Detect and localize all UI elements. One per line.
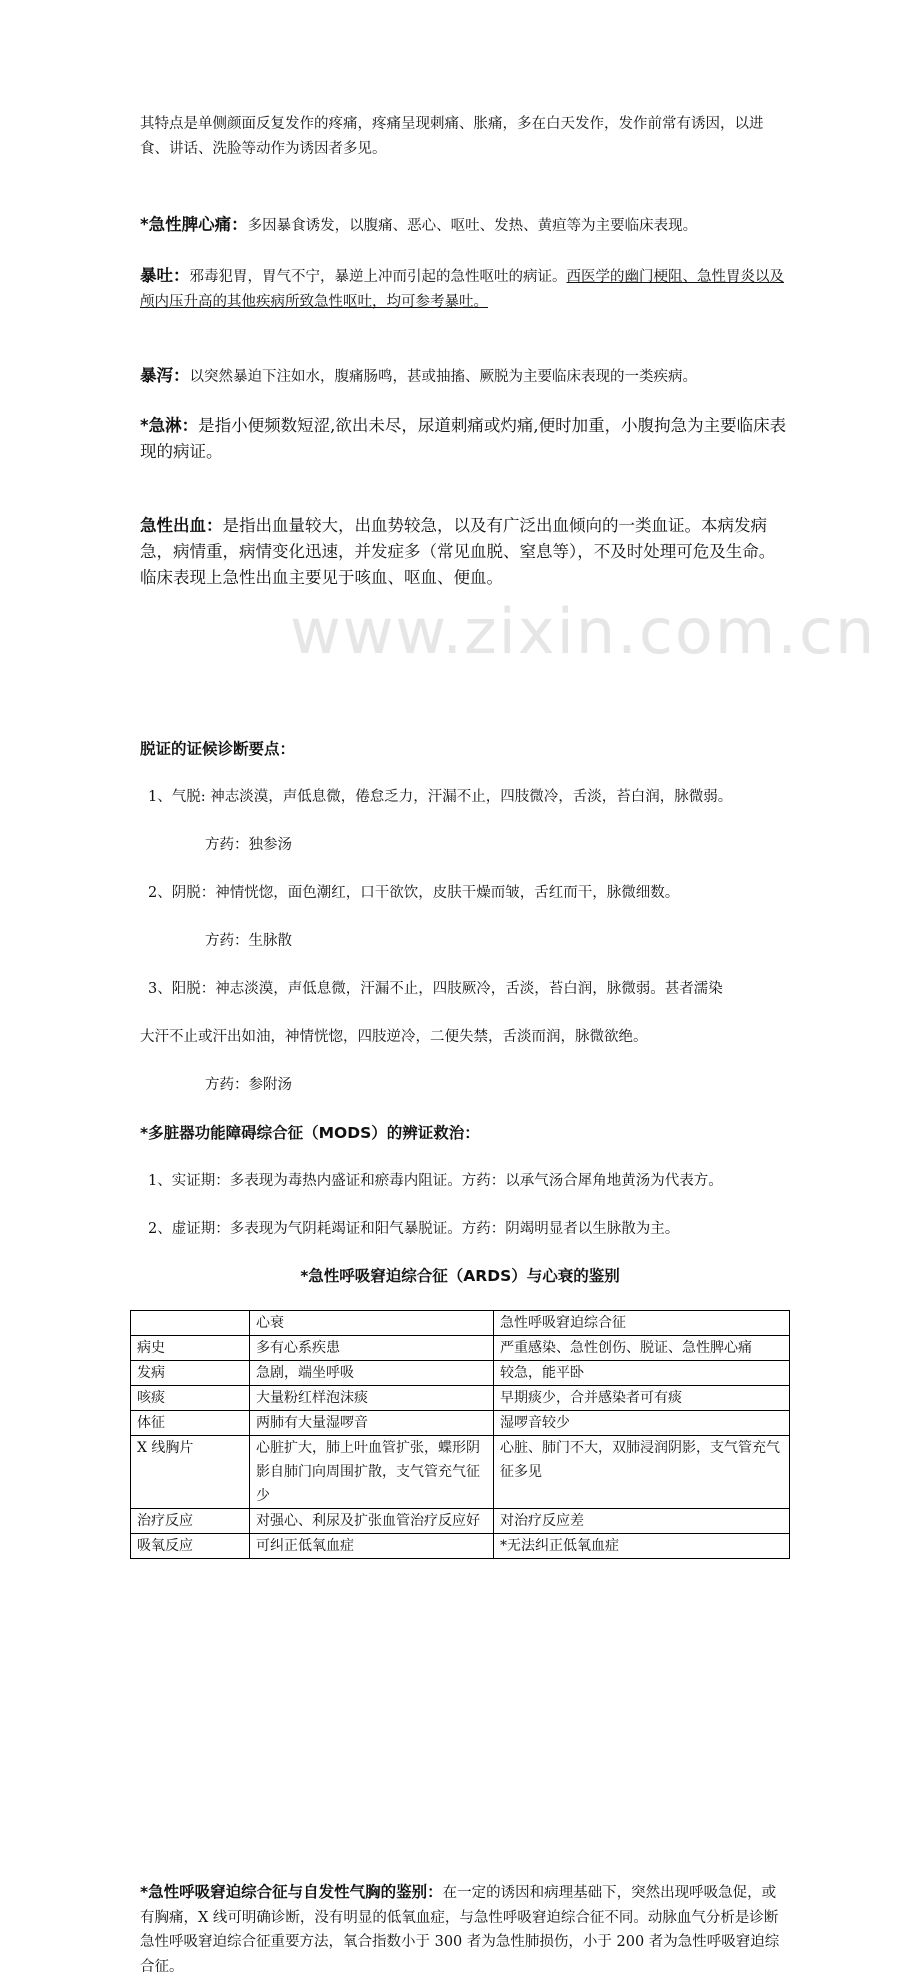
piaxin-term: *急性脾心痛：: [140, 215, 248, 234]
qixiong-paragraph: [140, 1880, 790, 1979]
mods-shi: 1、实证期：多表现为毒热内盛证和瘀毒内阻证。方药：以承气汤合犀角地黄汤为代表方。: [148, 1173, 723, 1189]
table-cell: 咳痰: [131, 1386, 250, 1411]
tuozheng-yang-line1: 3、阳脱：神志淡漠，声低息微，汗漏不止，四肢厥冷，舌淡，苔白润，脉微弱。甚者濡染: [148, 981, 723, 997]
tuozheng-yin-fang: 方药：生脉散: [205, 933, 292, 949]
qixiong-desc: 在一定的诱因和病理基础下，突然出现呼吸急促，或有胸痛，X 线可明确诊断，没有明显的低氧血症，与急性呼吸窘迫综合征不同。动脉血气分析是诊断急性呼吸窘迫综合征重要方法，氧合指数小于 300 者为急性肺损伤，小于 200 者为急性呼吸窘迫综合征。: [140, 1885, 780, 1975]
table-title: *急性呼吸窘迫综合征（ARDS）与心衰的鉴别: [300, 1267, 620, 1285]
table-cell: 较急，能平卧: [494, 1361, 790, 1386]
baotu-desc: 邪毒犯胃，胃气不宁，暴逆上冲而引起的急性呕吐的病证。: [189, 269, 567, 285]
baoxie-paragraph: [140, 363, 790, 390]
tuozheng-yang-fang: 方药：参附汤: [205, 1077, 292, 1093]
table-cell: 多有心系疾患: [250, 1336, 494, 1361]
jilin-paragraph: [140, 413, 790, 465]
tuozheng-yang-line2: 大汗不止或汗出如油，神情恍惚，四肢逆冷，二便失禁，舌淡而润，脉微欲绝。: [140, 1029, 648, 1045]
table-row: [131, 1509, 790, 1534]
jilin-term: *急淋：: [140, 416, 199, 435]
table-cell: 湿啰音较少: [494, 1411, 790, 1436]
chuxue-desc: 是指出血量较大，出血势较急，以及有广泛出血倾向的一类血证。本病发病急，病情重，病情变化迅速，并发症多（常见血脱、窒息等），不及时处理可危及生命。临床表现上急性出血主要见于咳血、呕血、便血。: [140, 516, 776, 587]
table-cell: 发病: [131, 1361, 250, 1386]
piaxin-desc: 多因暴食诱发，以腹痛、恶心、呕吐、发热、黄疸等为主要临床表现。: [247, 218, 698, 234]
jilin-desc: 是指小便频数短涩,欲出未尽，尿道刺痛或灼痛,便时加重，小腹拘急为主要临床表现的病证。: [140, 416, 787, 461]
table-row: [131, 1411, 790, 1436]
table-cell: 对强心、利尿及扩张血管治疗反应好: [250, 1509, 494, 1534]
table-cell: X 线胸片: [131, 1436, 250, 1509]
table-cell: 吸氧反应: [131, 1534, 250, 1559]
table-header-cell: 心衰: [250, 1311, 494, 1336]
table-cell: 大量粉红样泡沫痰: [250, 1386, 494, 1411]
table-cell: 对治疗反应差: [494, 1509, 790, 1534]
tuozheng-qi: 1、气脱: 神志淡漠，声低息微，倦怠乏力，汗漏不止，四肢微冷，舌淡，苔白润，脉微弱。: [148, 789, 733, 805]
table-cell: 急剧，端坐呼吸: [250, 1361, 494, 1386]
baotu-term: 暴吐：: [140, 266, 190, 285]
ards-comparison-table: [130, 1310, 790, 1559]
table-cell: 心脏扩大，肺上叶血管扩张，蝶形阴影自肺门向周围扩散，支气管充气征少: [250, 1436, 494, 1509]
table-cell: 严重感染、急性创伤、脱证、急性脾心痛: [494, 1336, 790, 1361]
table-row: [131, 1386, 790, 1411]
table-cell: 可纠正低氧血症: [250, 1534, 494, 1559]
table-cell: 心脏、肺门不大，双肺浸润阴影，支气管充气征多见: [494, 1436, 790, 1509]
mods-xu: 2、虚证期：多表现为气阴耗竭证和阳气暴脱证。方药：阴竭明显者以生脉散为主。: [148, 1221, 680, 1237]
tuozheng-qi-fang: 方药：独参汤: [205, 837, 292, 853]
table-header-cell: [131, 1311, 250, 1336]
tuozheng-heading: 脱证的证候诊断要点：: [140, 740, 296, 758]
table-header-cell: 急性呼吸窘迫综合征: [494, 1311, 790, 1336]
table-header-row: [131, 1311, 790, 1336]
mods-heading: *多脏器功能障碍综合征（MODS）的辨证救治：: [140, 1124, 480, 1142]
table-row: [131, 1361, 790, 1386]
table-row: [131, 1436, 790, 1509]
chuxue-paragraph: [140, 513, 790, 591]
table-row: [131, 1534, 790, 1559]
table-cell: 病史: [131, 1336, 250, 1361]
baoxie-desc: 以突然暴迫下注如水，腹痛肠鸣，甚或抽搐、厥脱为主要临床表现的一类疾病。: [189, 369, 697, 385]
tuozheng-yin: 2、阴脱：神情恍惚，面色潮红，口干欲饮，皮肤干燥而皱，舌红而干，脉微细数。: [148, 885, 680, 901]
table-cell: *无法纠正低氧血症: [494, 1534, 790, 1559]
baotu-note: 西医学的幽门梗阻、急性胃炎以及颅内压升高的其他疾病所致急性呕吐，均可参考暴吐。: [140, 269, 784, 310]
piaxin-paragraph: [140, 212, 790, 239]
table-cell: 两肺有大量湿啰音: [250, 1411, 494, 1436]
table-cell: 治疗反应: [131, 1509, 250, 1534]
chuxue-term: 急性出血：: [140, 516, 223, 535]
baotu-paragraph: [140, 263, 790, 315]
watermark: www.zixin.com.cn: [290, 595, 877, 668]
table-cell: 体征: [131, 1411, 250, 1436]
baoxie-term: 暴泻：: [140, 366, 190, 385]
qixiong-term: *急性呼吸窘迫综合征与自发性气胸的鉴别：: [140, 1883, 443, 1901]
intro-paragraph: 其特点是单侧颜面反复发作的疼痛，疼痛呈现刺痛、胀痛，多在白天发作，发作前常有诱因，以进食、讲话、洗脸等动作为诱因者多见。: [140, 116, 764, 157]
table-row: [131, 1336, 790, 1361]
table-cell: 早期痰少，合并感染者可有痰: [494, 1386, 790, 1411]
